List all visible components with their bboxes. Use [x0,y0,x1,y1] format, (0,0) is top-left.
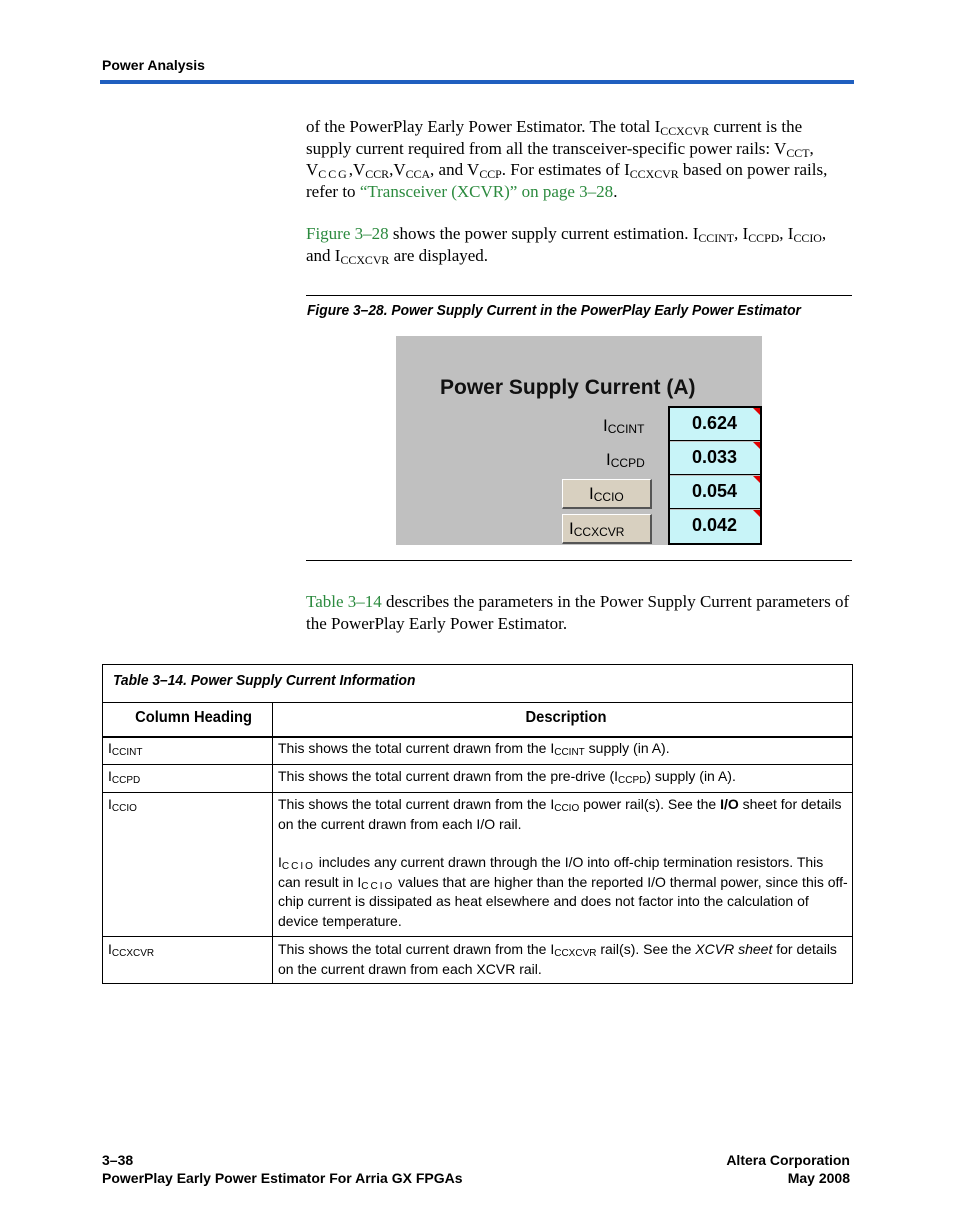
table-row-iccio-desc: This shows the total current drawn from the $I_{CCIO}$ power rail(s). See the I/O sheet for details on the current drawn from each I/O rail. [278,796,842,832]
figure-caption: Figure 3–28. Power Supply Current in the PowerPlay Early Power Estimator [307,302,801,319]
figure-rule-top [306,295,852,296]
iccio-button[interactable]: $I_{CCIO}$ [562,479,652,509]
link-table-3-14[interactable]: Table 3–14 [306,592,382,611]
comment-marker-icon [753,442,760,449]
table-row-iccint-desc: This shows the total current drawn from the $I_{CCINT}$ supply (in A). [278,740,670,758]
table-row-iccint-name: $I_{CCINT}$ [108,740,143,758]
table-row-iccio-name: $I_{CCIO}$ [108,796,137,814]
table-row-iccxcvr-name: $I_{CCXCVR}$ [108,941,155,959]
label-iccpd: $I_{CCPD}$ [606,450,645,470]
paragraph-figure-ref: Figure 3–28 shows the power supply current estimation. $I_{CCINT}$, $I_{CCPD}$, $I_{CCIO}$, and $I_{CCXCVR}$ are displayed. [306,224,827,267]
footer-doc-title: PowerPlay Early Power Estimator For Arria GX FPGAs [102,1170,463,1186]
table-rule [102,792,853,793]
table-caption: Table 3–14. Power Supply Current Information [113,672,416,689]
paragraph-table-ref: Table 3–14 describes the parameters in the Power Supply Current parameters of the PowerPlay Early Power Estimator. [306,592,850,633]
table-rule [102,702,853,703]
link-figure-3-28[interactable]: Figure 3–28 [306,224,389,243]
footer-date: May 2008 [787,1170,850,1186]
value-iccio[interactable]: 0.054 [670,476,760,509]
header-rule [100,80,854,84]
table-row-iccxcvr-desc: This shows the total current drawn from the $I_{CCXCVR}$ rail(s). See the XCVR sheet for details on the current drawn from each XCVR rail. [278,941,837,977]
footer-company: Altera Corporation [726,1152,850,1168]
link-transceiver-xcvr[interactable]: “Transceiver (XCVR)” on page 3–28 [359,181,614,201]
table-row-iccio-note: $I_{CCIO}$ includes any current drawn through the I/O into off-chip termination resistors. This can result in $I_{CCIO}$ values that are higher than the reported I/O thermal power, since this off-chip current is dissipated as heat elsewhere and does not factor into the calculation of device temperature. [278,854,848,929]
table-header-rule [102,736,853,738]
panel-title: Power Supply Current (A) [440,376,696,399]
comment-marker-icon [753,408,760,415]
footer-right [600,1151,850,1187]
iccxcvr-button[interactable]: $I_{CCXCVR}$ [562,514,652,544]
footer-page-number: 3–38 [102,1152,134,1168]
comment-marker-icon [753,510,760,517]
column-heading-header: Column Heading [135,709,253,726]
value-column [668,406,762,545]
label-iccint: $I_{CCINT}$ [603,416,645,436]
table-rule [102,764,853,765]
power-supply-current-panel [396,336,762,545]
value-iccxcvr[interactable]: 0.042 [670,510,760,543]
table-row-iccpd-name: $I_{CCPD}$ [108,768,141,786]
table-row-iccpd-desc: This shows the total current drawn from the pre-drive $(I_{CCPD})$ supply (in A). [278,768,736,786]
footer-left [102,1151,463,1187]
paragraph-total-current: of the PowerPlay Early Power Estimator. The total $I_{CCXCVR}$ current is the supply current required from all the transceiver-specific power rails: $V_{CCT}$, $V_{CCG},V_{CCR},V_{CCA}$, and $V_{CCP}$. For estimates of $I_{CCXCVR}$ based on power rails, refer to “Transceiver (XCVR)” on page 3–28. [306,117,828,201]
value-iccint[interactable]: 0.624 [670,408,760,441]
table-column-divider [272,702,273,984]
value-iccpd[interactable]: 0.033 [670,442,760,475]
header-section-title: Power Analysis [102,57,205,73]
table-rule [102,936,853,937]
comment-marker-icon [753,476,760,483]
figure-rule-bottom [306,560,852,561]
description-header: Description [525,709,607,726]
